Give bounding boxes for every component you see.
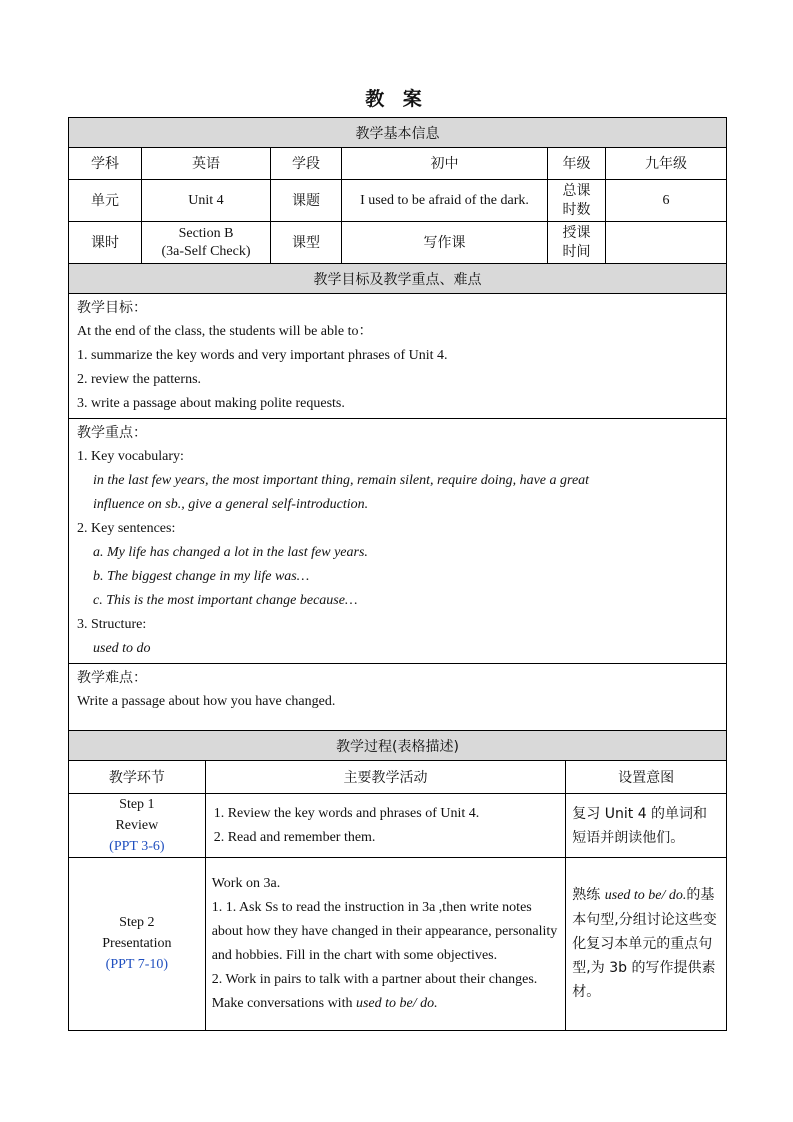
key-sentence: b. The biggest change in my life was… [93,569,310,584]
key-sentence: c. This is the most important change because… [93,593,358,608]
process-col-stage: 教学环节 [69,761,205,794]
table-row [69,794,726,858]
period-value-line2: (3a-Self Check) [161,243,251,259]
objectives-block [69,294,727,419]
subject-label: 学科 [69,148,142,180]
step2-intent [566,858,726,1030]
key-vocab-line: in the last few years, the most important thing, remain silent, require doing, have a great [93,473,590,488]
step1-ppt: (PPT 3-6) [109,839,165,854]
process-table-wrapper [69,761,727,1031]
period-value-line1: Section B [178,225,234,241]
structure-label: 3. Structure: [77,617,147,632]
activity-line: Work on 3a. [211,875,281,891]
step1-label: Step 1 [119,797,155,812]
activity-line: 1. 1. Ask Ss to read the instruction in 3a ,then write notes about how they have changed in their appearance, personality and hobbies. Fill in the chart with some objectives. [211,899,558,963]
objective-line: 2. review the patterns. [77,372,202,387]
activity-line: 1. Review the key words and phrases of Unit 4. [213,805,480,821]
total-periods-value: 6 [606,180,727,222]
grade-value: 九年级 [606,148,727,180]
key-sentence: a. My life has changed a lot in the last few years. [93,545,368,560]
page-title: 教 案 [365,88,428,110]
activity-emphasis: used to be/ do. [355,995,438,1011]
stage-value: 初中 [342,148,548,180]
intent-text: 的基本句型,分组讨论这些变化复习本单元的重点句型,为 3b 的写作提供素材。 [572,887,717,1001]
key-points-block [69,419,727,664]
lesson-type-value: 写作课 [342,222,548,264]
step1-name: Review [115,818,159,833]
objective-line: At the end of the class, the students will be able to： [77,324,373,339]
difficult-points-text: Write a passage about how you have changed. [77,694,336,709]
objective-line: 3. write a passage about making polite requests. [77,396,345,411]
step1-intent: 复习 Unit 4 的单词和短语并朗读他们。 [572,805,708,846]
step2-ppt: (PPT 7-10) [105,957,169,973]
objectives-title: 教学目标： [77,300,147,316]
topic-label: 课题 [271,180,342,222]
step2-name: Presentation [102,936,172,952]
period-label: 课时 [69,222,142,264]
teaching-time-label: 授课时间 [548,222,606,264]
objective-line: 1. summarize the key words and very important phrases of Unit 4. [77,348,448,363]
step1-activities [205,794,566,858]
intent-text: 熟练 [572,887,605,904]
goals-header: 教学目标及教学重点、难点 [69,264,727,294]
process-header: 教学过程(表格描述) [69,731,727,761]
total-periods-label: 总课时数 [548,180,606,222]
process-table [69,761,726,1030]
subject-value: 英语 [142,148,271,180]
difficult-points-title: 教学难点： [77,670,147,686]
key-points-title: 教学重点： [77,425,147,441]
process-col-activities: 主要教学活动 [205,761,566,794]
step2-activities [205,858,566,1030]
unit-label: 单元 [69,180,142,222]
step2-label: Step 2 [119,915,155,931]
step1-cell [69,794,205,858]
activity-line [212,968,560,1016]
key-vocab-label: 1. Key vocabulary: [77,449,184,464]
key-vocab-line: influence on sb., give a general self-introduction. [93,497,369,512]
topic-value: I used to be afraid of the dark. [342,180,548,222]
table-row [69,858,726,1030]
intent-emphasis: used to be/ do. [604,888,687,904]
activity-text: 2. Work in pairs to talk with a partner about their changes. Make conversations with [211,971,538,1011]
unit-value: Unit 4 [142,180,271,222]
process-col-intent: 设置意图 [618,770,675,786]
key-sentences-label: 2. Key sentences: [77,521,176,536]
stage-label: 学段 [271,148,342,180]
teaching-time-value [606,222,727,264]
period-value [142,222,271,264]
activity-line: 2. Read and remember them. [213,829,376,845]
basic-info-header: 教学基本信息 [69,118,727,148]
difficult-points-block [69,664,727,731]
structure-value: used to do [93,641,151,656]
step2-cell [69,858,205,1030]
lesson-type-label: 课型 [271,222,342,264]
grade-label: 年级 [548,148,606,180]
lesson-plan-table [68,117,727,1031]
